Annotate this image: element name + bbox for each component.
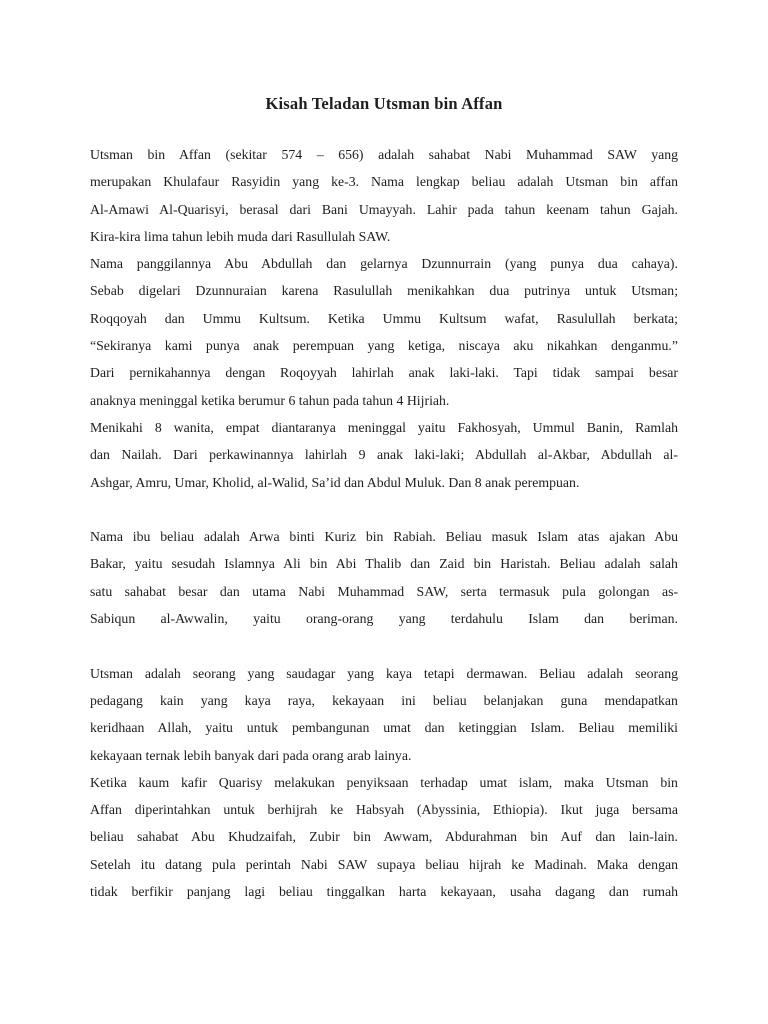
text-line [90, 851, 678, 878]
paragraph [90, 523, 678, 632]
text-line-content: tidak berfikir panjang lagi beliau tinggalkan harta kekayaan, usaha dagang dan rumah [90, 884, 679, 900]
text-line-content: Nama panggilannya Abu Abdullah dan gelarnya Dzunnurrain (yang punya dua cahaya). [90, 256, 678, 272]
text-line [90, 660, 678, 687]
text-block [90, 141, 678, 496]
text-line-content: Affan diperintahkan untuk berhijrah ke Habsyah (Abyssinia, Ethiopia). Ikut juga bersama [90, 802, 678, 818]
text-line [90, 441, 678, 468]
text-line [90, 141, 678, 168]
paragraph [90, 660, 678, 769]
text-block [90, 523, 678, 632]
text-line-content: Kira-kira lima tahun lebih muda dari Rasullulah SAW. [90, 228, 391, 244]
text-line [90, 469, 678, 496]
text-line-content: Utsman bin Affan (sekitar 574 – 656) adalah sahabat Nabi Muhammad SAW yang [90, 147, 679, 162]
text-block [90, 660, 678, 906]
text-line-content: Roqqoyah dan Ummu Kultsum. Ketika Ummu Kultsum wafat, Rasulullah berkata; [90, 310, 679, 326]
text-line-content: Sebab digelari Dzunnuraian karena Rasulullah menikahkan dua putrinya untuk Utsman; [90, 283, 679, 299]
text-line [90, 823, 678, 850]
text-line-content: pedagang kain yang kaya raya, kekayaan ini beliau belanjakan guna mendapatkan [90, 692, 678, 708]
text-line [90, 796, 678, 823]
text-line [90, 687, 678, 714]
document-title: Kisah Teladan Utsman bin Affan [265, 94, 503, 113]
text-line-content: Dari pernikahannya dengan Roqoyyah lahirlah anak laki-laki. Tapi tidak sampai besar [90, 365, 679, 381]
text-line [90, 714, 678, 741]
text-line [90, 196, 678, 223]
text-line-content: Nama ibu beliau adalah Arwa binti Kuriz bin Rabiah. Beliau masuk Islam atas ajakan Abu [90, 529, 679, 545]
text-line-content: beliau sahabat Abu Khudzaifah, Zubir bin Awwam, Abdurahman bin Auf dan lain-lain. [90, 829, 679, 845]
text-line [90, 878, 678, 905]
text-line [90, 332, 678, 359]
document-content [90, 90, 678, 905]
text-line-content: Al-Amawi Al-Quarisyi, berasal dari Bani Umayyah. Lahir pada tahun keenam tahun Gajah. [90, 201, 679, 217]
paragraph [90, 769, 678, 905]
text-line-content: Utsman adalah seorang yang saudagar yang kaya tetapi dermawan. Beliau adalah seorang [90, 665, 679, 681]
text-line [90, 223, 678, 250]
text-line-content: satu sahabat besar dan utama Nabi Muhammad SAW, serta termasuk pula golongan as- [90, 583, 679, 599]
text-line-content: Ashgar, Amru, Umar, Kholid, al-Walid, Sa’id dan Abdul Muluk. Dan 8 anak perempuan. [90, 474, 580, 490]
text-line [90, 359, 678, 386]
text-line-content: kekayaan ternak lebih banyak dari pada orang arab lainya. [90, 747, 412, 763]
text-line [90, 168, 678, 195]
text-line-content: Menikahi 8 wanita, empat diantaranya meninggal yaitu Fakhosyah, Ummul Banin, Ramlah [90, 419, 678, 435]
text-line [90, 742, 678, 769]
paragraph [90, 414, 678, 496]
document-body [90, 141, 678, 905]
text-line-content: Sabiqun al-Awwalin, yaitu orang-orang yang terdahulu Islam dan beriman. [90, 611, 679, 627]
paragraph [90, 141, 678, 250]
text-line [90, 277, 678, 304]
paragraph [90, 250, 678, 414]
text-line [90, 305, 678, 332]
text-line-content: Bakar, yaitu sesudah Islamnya Ali bin Abi Thalib dan Zaid bin Haristah. Beliau adalah salah [90, 556, 678, 572]
text-line [90, 578, 678, 605]
text-line-content: “Sekiranya kami punya anak perempuan yang ketiga, niscaya aku nikahkan denganmu.” [90, 338, 679, 354]
text-line-content: merupakan Khulafaur Rasyidin yang ke-3. Nama lengkap beliau adalah Utsman bin affan [90, 174, 679, 190]
text-line [90, 250, 678, 277]
text-line-content: dan Nailah. Dari perkawinannya lahirlah 9 anak laki-laki; Abdullah al-Akbar, Abdullah al- [90, 447, 678, 463]
text-line-content: Setelah itu datang pula perintah Nabi SAW supaya beliau hijrah ke Madinah. Maka dengan [90, 856, 678, 872]
text-line [90, 414, 678, 441]
text-line [90, 387, 678, 414]
text-line [90, 605, 678, 632]
text-line [90, 550, 678, 577]
text-line-content: keridhaan Allah, yaitu untuk pembangunan umat dan ketinggian Islam. Beliau memiliki [90, 720, 679, 736]
text-line [90, 523, 678, 550]
text-line-content: anaknya meninggal ketika berumur 6 tahun pada tahun 4 Hijriah. [90, 392, 450, 408]
text-line-content: Ketika kaum kafir Quarisy melakukan penyiksaan terhadap umat islam, maka Utsman bin [90, 774, 678, 790]
text-line [90, 769, 678, 796]
